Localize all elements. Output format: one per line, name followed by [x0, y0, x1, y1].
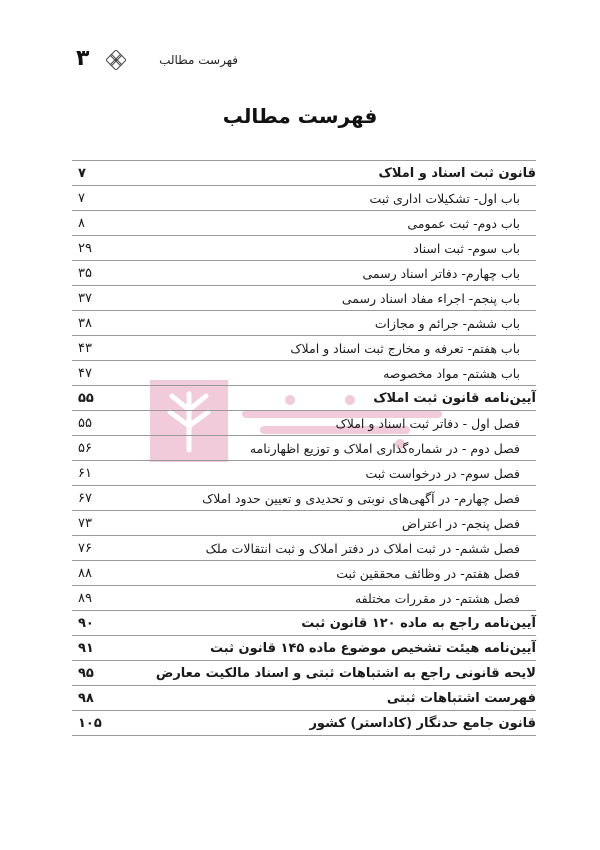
toc-entry[interactable] — [72, 611, 536, 636]
toc-entry-title: باب سوم- ثبت اسناد — [413, 240, 520, 256]
toc-entry-title: باب هفتم- تعرفه و مخارج ثبت اسناد و املاک — [290, 340, 520, 356]
toc-entry-page: ۸۹ — [78, 590, 92, 606]
toc-entry-title: باب چهارم- دفاتر اسناد رسمی — [362, 265, 520, 281]
toc-entry-title: فصل دوم - در شماره‌گذاری املاک و توزیع اظهارنامه — [249, 440, 520, 456]
toc-entry-page: ۶۱ — [78, 465, 92, 481]
toc-entry[interactable] — [72, 211, 536, 236]
toc-entry-title: فصل ششم- در ثبت املاک در دفتر املاک و ثبت انتقالات ملک — [205, 540, 520, 556]
toc-entry-title: فصل هفتم- در وظائف محققین ثبت — [336, 565, 520, 581]
toc-entry-title: باب پنجم- اجراء مفاد اسناد رسمی — [341, 290, 520, 306]
toc-entry-page: ۹۸ — [78, 690, 94, 706]
toc-entry-title: فهرست اشتباهات ثبتی — [386, 690, 536, 706]
toc-entry[interactable] — [72, 261, 536, 286]
toc-entry[interactable] — [72, 386, 536, 411]
toc-entry-page: ۳۵ — [78, 265, 92, 281]
toc-entry[interactable] — [72, 286, 536, 311]
toc-entry-title: آیین‌نامه قانون ثبت املاک — [373, 390, 536, 406]
toc-entry-title: باب اول- تشکیلات اداری ثبت — [369, 190, 520, 206]
toc-entry-page: ۹۰ — [78, 615, 94, 631]
running-header-title: فهرست مطالب — [159, 53, 238, 67]
toc-entry-title: باب ششم- جرائم و مجازات — [374, 315, 520, 331]
toc-entry[interactable] — [72, 561, 536, 586]
toc-entry[interactable] — [72, 686, 536, 711]
toc-entry-title: فصل اول - دفاتر ثبت اسناد و املاک — [335, 415, 520, 431]
toc-entry[interactable] — [72, 661, 536, 686]
toc-entry-page: ۴۷ — [78, 365, 92, 381]
running-header — [76, 48, 238, 72]
toc-entry[interactable] — [72, 186, 536, 211]
toc-entry-page: ۹۵ — [78, 665, 94, 681]
toc-entry-title: فصل پنجم- در اعتراض — [401, 515, 520, 531]
toc-entry-page: ۱۰۵ — [78, 715, 102, 731]
toc-entry[interactable] — [72, 161, 536, 186]
toc-entry[interactable] — [72, 336, 536, 361]
toc-entry-title: آیین‌نامه راجع به ماده ۱۲۰ قانون ثبت — [301, 615, 536, 631]
toc-entry-page: ۵۵ — [78, 415, 92, 431]
toc-entry-page: ۷۳ — [78, 515, 92, 531]
toc-entry-title: لایحه قانونی راجع به اشتباهات ثبتی و اسناد مالکیت معارض — [155, 665, 536, 681]
toc-entry-page: ۴۳ — [78, 340, 92, 356]
toc-entry[interactable] — [72, 636, 536, 661]
page-title: فهرست مطالب — [222, 104, 378, 128]
toc-entry-page: ۷ — [78, 190, 85, 206]
toc-entry-page: ۸ — [78, 215, 85, 231]
page-number: ۳ — [76, 46, 90, 71]
toc-entry-title: فصل سوم- در درخواست ثبت — [365, 465, 520, 481]
toc-entry-page: ۷ — [78, 165, 86, 181]
toc-entry-title: فصل هشتم- در مقررات مختلفه — [354, 590, 520, 606]
toc-entry-page: ۳۸ — [78, 315, 92, 331]
toc-entry-page: ۵۶ — [78, 440, 92, 456]
toc-entry[interactable] — [72, 361, 536, 386]
toc-entry-title: باب دوم- ثبت عمومی — [407, 215, 520, 231]
toc-entry-title: آیین‌نامه هیئت تشخیص موضوع ماده ۱۴۵ قانون ثبت — [210, 640, 536, 656]
toc-entry-title: قانون جامع حدنگار (کاداستر) کشور — [309, 715, 536, 731]
toc-entry[interactable] — [72, 586, 536, 611]
toc-entry-title: فصل چهارم- در آگهی‌های نوبتی و تحدیدی و تعیین حدود املاک — [202, 490, 520, 506]
toc-entry[interactable] — [72, 711, 536, 736]
toc-entry-page: ۶۷ — [78, 490, 92, 506]
toc-entry[interactable] — [72, 236, 536, 261]
toc-entry[interactable] — [72, 311, 536, 336]
diamond-ornament-icon — [106, 50, 126, 70]
toc-entry-page: ۳۷ — [78, 290, 92, 306]
toc-entry-title: قانون ثبت اسناد و املاک — [378, 165, 536, 181]
toc-entry-page: ۲۹ — [78, 240, 92, 256]
toc-entry[interactable] — [72, 486, 536, 511]
toc-entry-page: ۸۸ — [78, 565, 92, 581]
toc-entry-page: ۹۱ — [78, 640, 94, 656]
toc-entry[interactable] — [72, 461, 536, 486]
toc-entry[interactable] — [72, 511, 536, 536]
toc-entry[interactable] — [72, 536, 536, 561]
table-of-contents — [72, 160, 536, 736]
toc-entry[interactable] — [72, 436, 536, 461]
toc-entry[interactable] — [72, 411, 536, 436]
toc-entry-title: باب هشتم- مواد مخصوصه — [383, 365, 520, 381]
toc-entry-page: ۵۵ — [78, 390, 94, 406]
toc-entry-page: ۷۶ — [78, 540, 92, 556]
